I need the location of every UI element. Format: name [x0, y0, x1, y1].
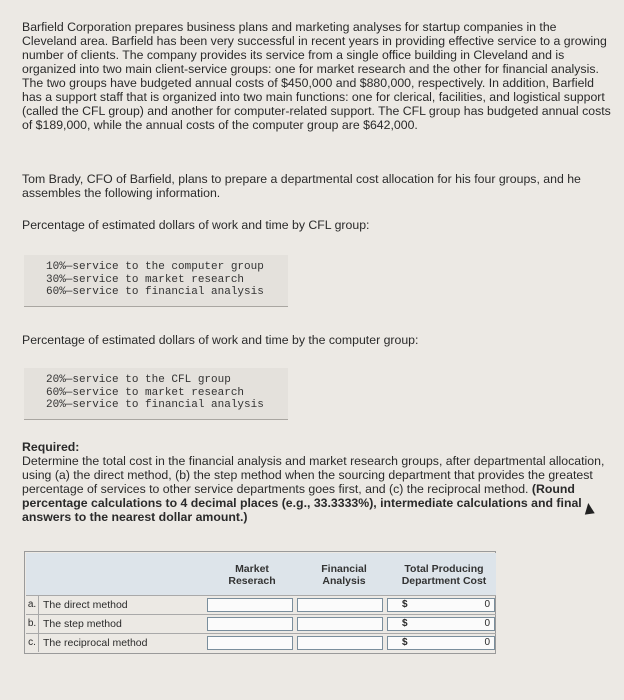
mouse-pointer-icon: [583, 502, 594, 514]
direct-market-input[interactable]: [207, 598, 293, 612]
direct-financial-input[interactable]: [297, 598, 383, 612]
computer-percentage-lead: Percentage of estimated dollars of work and time by the computer group:: [22, 333, 419, 347]
table-header: [26, 553, 496, 595]
computer-line: 20%—service to financial analysis: [46, 399, 264, 411]
computer-percentage-box: [24, 368, 288, 420]
cfo-paragraph: Tom Brady, CFO of Barfield, plans to prepare a departmental cost allocation for his four groups, and he assembles the following information.: [22, 172, 581, 200]
answer-table: [24, 551, 496, 654]
cfl-line: 10%—service to the computer group: [46, 261, 264, 273]
reciprocal-market-input[interactable]: [207, 636, 293, 650]
cfl-line: 30%—service to market research: [46, 273, 245, 286]
table-row: [26, 633, 496, 652]
row-letter: c.: [26, 634, 39, 652]
total-value: 0: [484, 618, 490, 629]
cfl-line: 60%—service to financial analysis: [46, 286, 264, 298]
dollar-sign: $: [402, 637, 408, 648]
computer-line: 20%—service to the CFL group: [46, 374, 231, 386]
step-total-input[interactable]: [387, 617, 495, 631]
cfl-percentage-lead: Percentage of estimated dollars of work and time by CFL group:: [22, 218, 370, 232]
row-label: The reciprocal method: [43, 637, 148, 649]
required-title: Required:: [22, 440, 80, 454]
intro-paragraph: Barfield Corporation prepares business plans and marketing analyses for startup companies in the Cleveland area. Barfield has been very successful in recent years in providing effective service to a growing number of clients. The company provides its service from a single office building in Cleveland and is organized into two main client-service groups: one for market research and the other for financial analysis. The two groups have budgeted annual costs of $450,000 and $880,000, respectively. In addition, Barfield has a support staff that is organized into two main functions: one for clerical, facilities, and logistical support (called the CFL group) and another for computer-related support. The CFL group has budgeted annual costs of $189,000, while the annual costs of the computer group are $642,000.: [22, 20, 611, 132]
reciprocal-total-input[interactable]: [387, 636, 495, 650]
row-letter: a.: [26, 596, 39, 614]
cfl-percentage-box: [24, 255, 288, 307]
header-financial-analysis: Financial Analysis: [321, 563, 367, 587]
dollar-sign: $: [402, 599, 408, 610]
row-label: The direct method: [43, 599, 128, 611]
table-row: [26, 595, 496, 614]
reciprocal-financial-input[interactable]: [297, 636, 383, 650]
row-label: The step method: [43, 618, 122, 630]
total-value: 0: [484, 637, 490, 648]
rounding-instructions: (Round percentage calculations to 4 decimal places (e.g., 33.3333%), intermediate calculations and final answers to the nearest dollar amount.): [22, 482, 582, 524]
direct-total-input[interactable]: [387, 598, 495, 612]
header-market-research: Market Reserach: [228, 563, 276, 587]
header-total-cost: Total Producing Department Cost: [401, 563, 487, 587]
computer-line: 60%—service to market research: [46, 386, 245, 399]
required-section: [22, 440, 612, 524]
table-row: [26, 614, 496, 633]
required-text: Determine the total cost in the financial analysis and market research groups, after departmental allocation, using (a) the direct method, (b) the step method when the sourcing department that provides the greatest percentage of services to other service departments goes first, and (c) the reciprocal method.: [22, 454, 605, 496]
row-letter: b.: [26, 615, 39, 633]
dollar-sign: $: [402, 618, 408, 629]
total-value: 0: [484, 599, 490, 610]
step-financial-input[interactable]: [297, 617, 383, 631]
step-market-input[interactable]: [207, 617, 293, 631]
